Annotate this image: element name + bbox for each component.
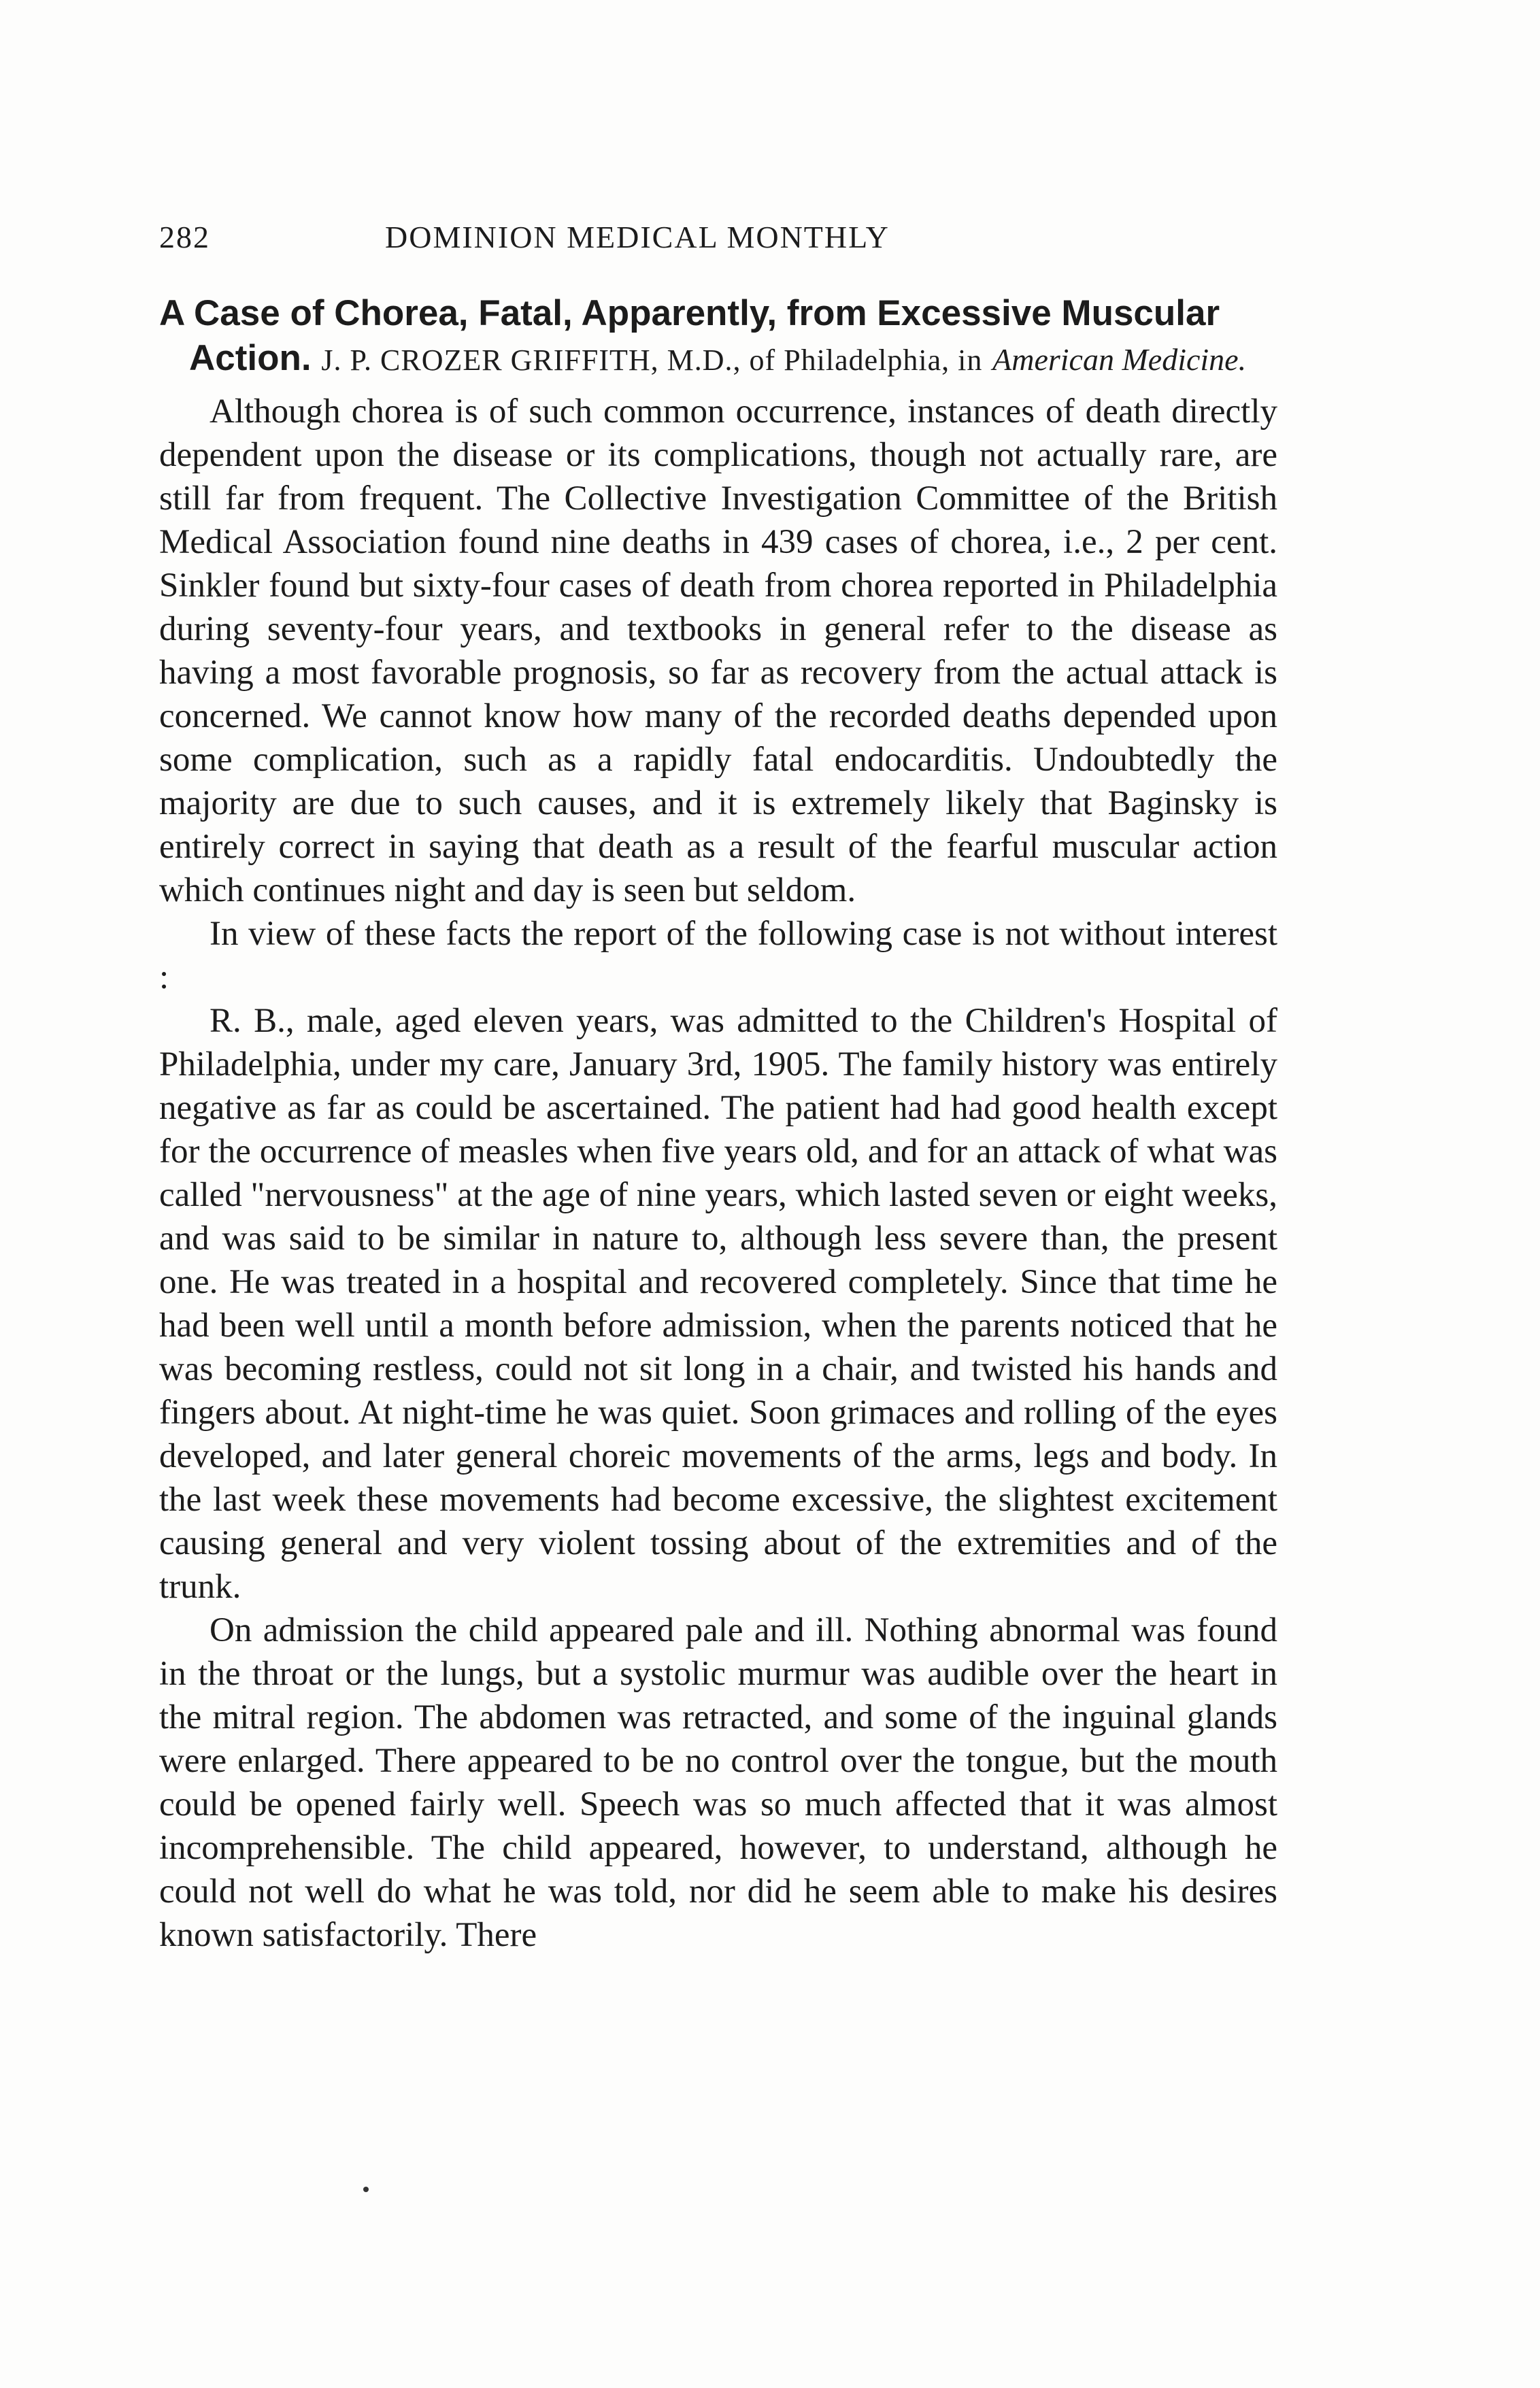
paragraph: In view of these facts the report of the following case is not without interest : — [159, 915, 1277, 996]
paragraph: R. B., male, aged eleven years, was admitted to the Children's Hospital of Philadelphia, under my care, January 3rd, 1905. The family history was entirely negative as far as could be ascertained. The patient had had good health except for the occurrence of measles when five years old, and for an attack of what was called "nervousness" at the age of nine years, which lasted seven or eight weeks, and was said to be similar in nature to, although less severe than, the present one. He was treated in a hospital and recovered completely. Since that time he had been well until a month before admission, when the parents noticed that he was becoming restless, could not sit long in a chair, and twisted his hands and fingers about. At night-time he was quiet. Soon grimaces and rolling of the eyes developed, and later general choreic movements of the arms, legs and body. In the last week these movements had become excessive, the slightest excitement causing general and very violent tossing about of the extremities and of the trunk. — [159, 1002, 1277, 1606]
paragraph: Although chorea is of such common occurrence, instances of death directly dependent upon the disease or its complications, though not actually rare, are still far from frequent. The Collective Investigation Committee of the British Medical Association found nine deaths in 439 cases of chorea, i.e., 2 per cent. Sinkler found but sixty-four cases of death from chorea reported in Philadelphia during seventy-four years, and textbooks in general refer to the disease as having a most favorable prognosis, so far as recovery from the actual attack is concerned. We cannot know how many of the recorded deaths depended upon some complication, such as a rapidly fatal endocarditis. Undoubtedly the majority are due to such causes, and it is extremely likely that Baginsky is entirely correct in saying that death as a result of the fearful muscular action which continues night and day is seen but seldom. — [159, 392, 1277, 909]
ink-speck — [363, 2187, 369, 2192]
journal-name: DOMINION MEDICAL MONTHLY — [385, 220, 890, 254]
page-number: 282 — [159, 220, 210, 254]
article-heading — [159, 291, 1277, 383]
paragraph: On admission the child appeared pale and ill. Nothing abnormal was found in the throat or the lungs, but a systolic murmur was audible over the heart in the mitral region. The abdomen was retracted, and some of the inguinal glands were enlarged. There appeared to be no control over the tongue, but the mouth could be opened fairly well. Speech was so much affected that it was almost incomprehensible. The child appeared, however, to understand, although he could not well do what he was told, nor did he seem able to make his desires known satisfactorily. There — [159, 1611, 1277, 1954]
article — [159, 291, 1277, 1957]
running-head — [159, 219, 1275, 260]
article-title: A Case of Chorea, Fatal, Apparently, from Excessive Muscular Action. — [159, 293, 1220, 378]
article-source: American Medicine. — [992, 342, 1247, 377]
article-byline: J. P. CROZER GRIFFITH, M.D., of Philadelphia, in — [321, 343, 983, 377]
